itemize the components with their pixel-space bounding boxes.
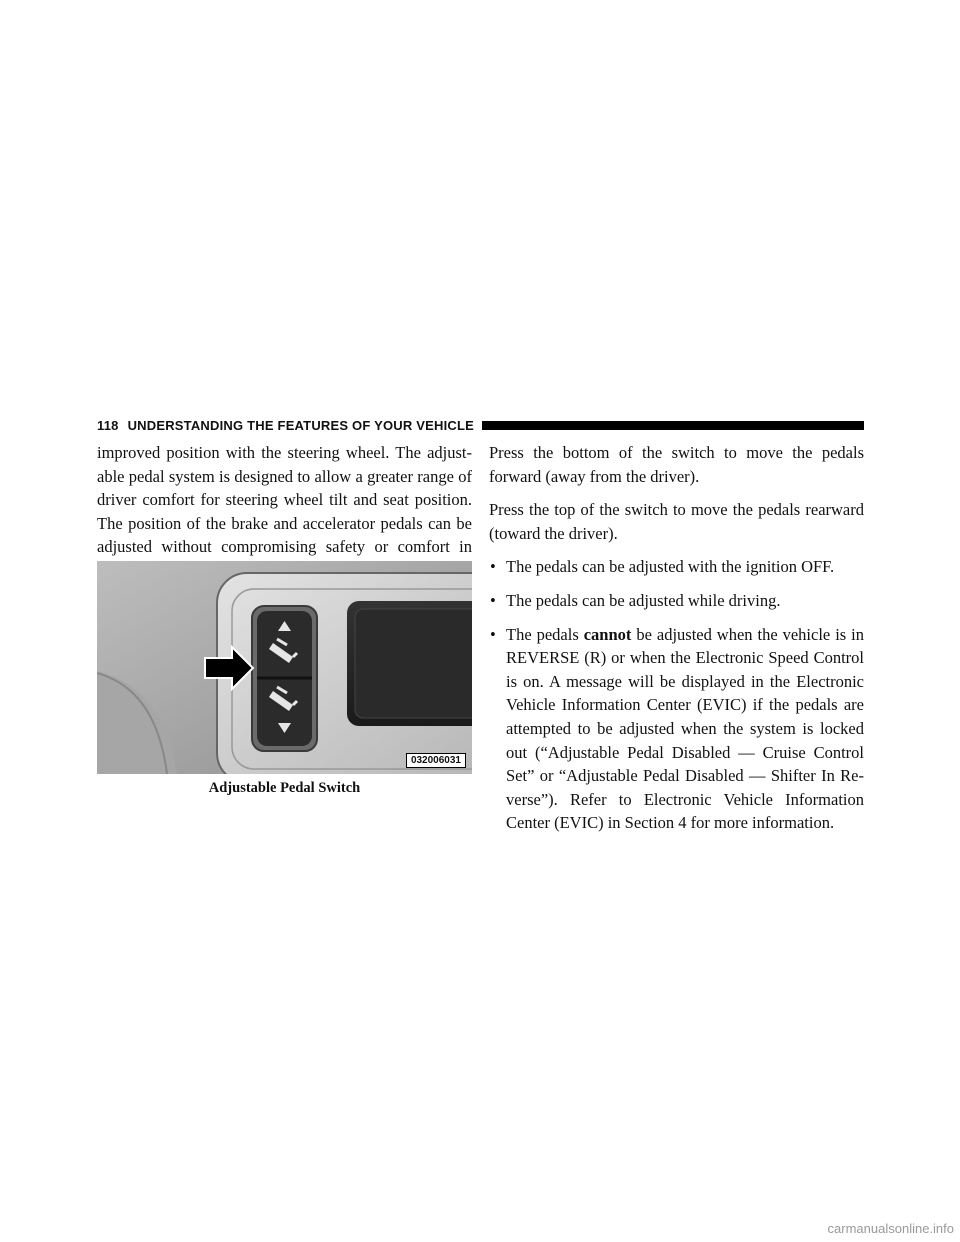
page-number: 118 bbox=[97, 417, 119, 433]
pedal-switch-figure bbox=[97, 561, 472, 774]
header-rule bbox=[482, 421, 864, 430]
list-item: • The pedals cannot be adjusted when the vehicle is in REVERSE (R) or when the Electronic Speed Control is on. A message will be displayed in the Electronic Vehicle Information Center (EVIC) if the pedals are attempted to be adjusted when the system is locked out (“Adjustable Pedal Disabled — Cruise Control Set” or “Adjustable Pedal Disabled — Shifter In Re-verse”). Refer to Electronic Vehicle Information Center (EVIC) in Section 4 for more information. bbox=[490, 624, 864, 833]
figure-caption: Adjustable Pedal Switch bbox=[208, 780, 361, 796]
bullet-list bbox=[489, 555, 864, 835]
bullet-marker: • bbox=[490, 624, 496, 644]
body-paragraph: Press the bottom of the switch to move the pedals forward (away from the driver). bbox=[489, 443, 864, 486]
figure-code: 032006031 bbox=[406, 753, 466, 768]
list-item: • The pedals can be adjusted while driving. bbox=[489, 589, 864, 613]
bullet-marker: • bbox=[490, 590, 496, 610]
page-header bbox=[97, 417, 864, 433]
body-paragraph: Press the top of the switch to move the pedals rearward (toward the driver). bbox=[489, 500, 864, 543]
body-paragraph: improved position with the steering wheel. The adjust-able pedal system is designed to allow a greater range of driver comfort for steering wheel tilt and seat position. The position of the brake and accelerator pedals can be adjusted without compromising safety or comfort in bbox=[97, 443, 472, 557]
pedal-switch-photo bbox=[97, 561, 472, 774]
emphasis-text: cannot bbox=[583, 624, 632, 644]
right-column bbox=[489, 441, 864, 845]
list-item: • The pedals can be adjusted with the ignition OFF. bbox=[489, 555, 864, 579]
watermark: carmanualsonline.info bbox=[827, 1221, 954, 1236]
bullet-marker: • bbox=[490, 557, 496, 577]
section-title: UNDERSTANDING THE FEATURES OF YOUR VEHICLE bbox=[127, 417, 474, 433]
